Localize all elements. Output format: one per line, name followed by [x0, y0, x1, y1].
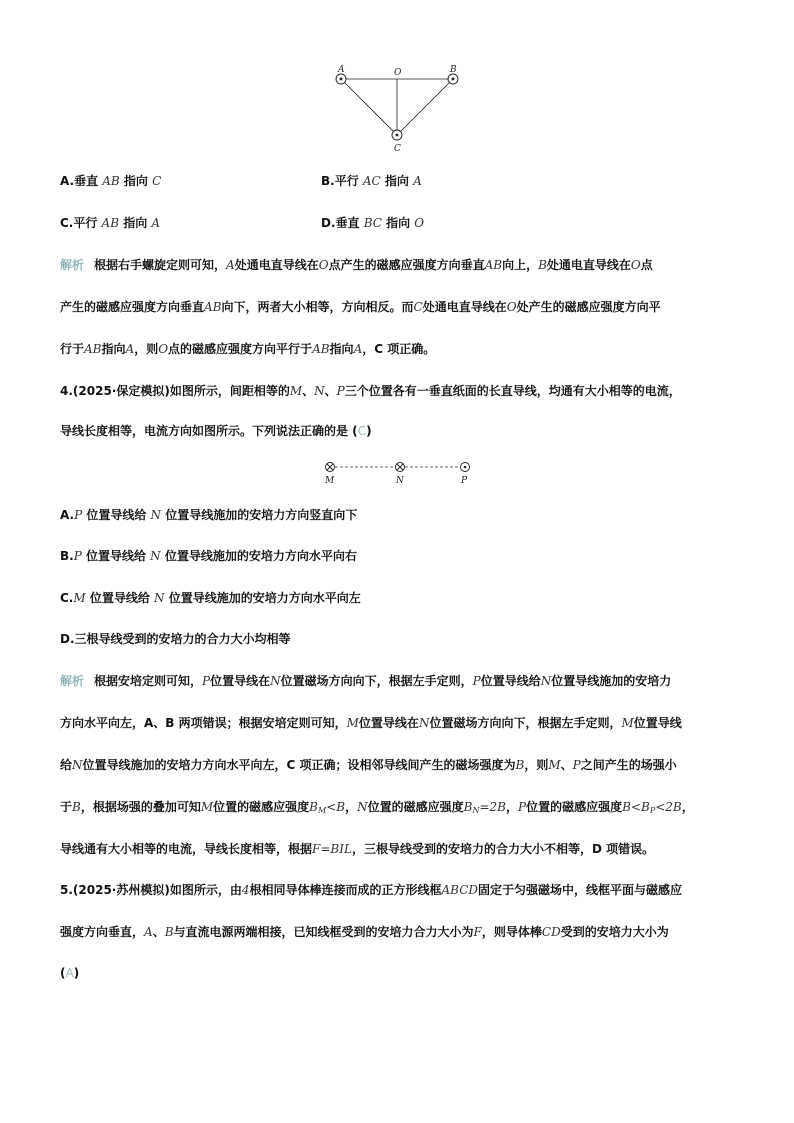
q3-option-c: C.平行 AB 指向 A [60, 216, 161, 230]
q5-answer: A [65, 966, 74, 980]
q4-analysis-line-4: 于B，根据场强的叠加可知M位置的磁感应强度$B_M<B$，N位置的磁感应强度$B_N=2B$，P位置的磁感应强度$B<B_P<2B$， [60, 800, 694, 815]
q4-stem-line-2: 导线长度相等，电流方向如图所示。下列说法正确的是 (C) [60, 424, 372, 438]
q5-stem-line-3: (A) [60, 966, 80, 980]
q5-stem-line-1: 5.(2025·苏州模拟)如图所示，由4根相同导体棒连接而成的正方形线框ABCD固定于匀强磁场中，线框平面与磁感应 [60, 883, 683, 897]
wire-in-icon-m [326, 463, 335, 472]
wire-out-icon-c [392, 130, 402, 140]
q4-answer: C [357, 424, 367, 438]
label-n: N [396, 476, 404, 486]
q4-option-d: D.三根导线受到的安培力的合力大小均相等 [60, 632, 291, 646]
q3-analysis-line-3: 行于AB指向A，则O点的磁感应强度方向平行于AB指向A，C 项正确。 [60, 342, 436, 356]
label-c: C [394, 144, 401, 154]
label-b: B [450, 65, 457, 75]
label-o: O [394, 68, 402, 78]
q4-analysis-line-2: 方向水平向左，A、B 两项错误；根据安培定则可知，M位置导线在N位置磁场方向向下，根据左手定则，M位置导线 [60, 716, 682, 730]
q5-stem-line-2: 强度方向垂直，A、B与直流电源两端相接，已知线框受到的安培力合力大小为F，则导体棒CD受到的安培力大小为 [60, 925, 669, 939]
wire-in-icon-n [396, 463, 405, 472]
analysis-tag: 解析 [60, 674, 85, 688]
q3-analysis-line-2: 产生的磁感应强度方向垂直AB向下，两者大小相等，方向相反。而C处通电直导线在O处产生的磁感应强度方向平 [60, 300, 661, 314]
q4-option-a: A.P 位置导线给 N 位置导线施加的安培力方向竖直向下 [60, 508, 358, 522]
wire-out-icon-b [448, 74, 458, 84]
q3-option-d: D.垂直 BC 指向 O [321, 216, 425, 230]
segment-ac [341, 79, 397, 135]
q4-analysis-line-1: 解析 根据安培定则可知，P位置导线在N位置磁场方向向下，根据左手定则，P位置导线给N位置导线施加的安培力 [60, 674, 672, 688]
q3-option-b: B.平行 AC 指向 A [321, 174, 422, 188]
q3-analysis-line-1: 解析 根据右手螺旋定则可知，A处通电直导线在O点产生的磁感应强度方向垂直AB向上，B处通电直导线在O点 [60, 258, 653, 272]
q4-stem-line-1: 4.(2025·保定模拟)如图所示，间距相等的M、N、P三个位置各有一垂直纸面的长直导线，均通有大小相等的电流， [60, 384, 681, 398]
wire-out-icon-a [336, 74, 346, 84]
segment-bc [397, 79, 453, 135]
q3-option-a: A.垂直 AB 指向 C [60, 174, 162, 188]
label-m: M [325, 476, 335, 486]
label-p: P [461, 476, 468, 486]
wire-out-icon-p [461, 463, 470, 472]
q4-option-b: B.P 位置导线给 N 位置导线施加的安培力方向水平向右 [60, 549, 357, 563]
label-a: A [338, 65, 345, 75]
analysis-tag: 解析 [60, 258, 85, 272]
q4-analysis-line-5: 导线通有大小相等的电流，导线长度相等，根据F=BIL，三根导线受到的安培力的合力大小不相等，D 项错误。 [60, 842, 655, 856]
q4-analysis-line-3: 给N位置导线施加的安培力方向水平向左，C 项正确；设相邻导线间产生的磁场强度为B，则M、P之间产生的场强小 [60, 758, 677, 772]
figure-triangle-diagram [320, 60, 480, 155]
q4-option-c: C.M 位置导线给 N 位置导线施加的安培力方向水平向左 [60, 591, 361, 605]
figure-mnp-wires [315, 458, 480, 488]
